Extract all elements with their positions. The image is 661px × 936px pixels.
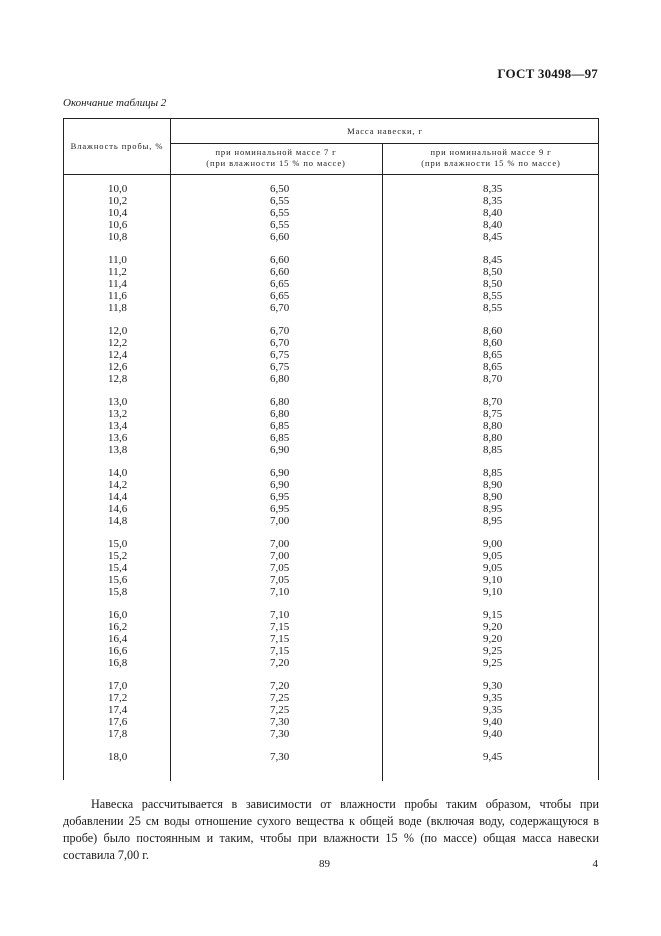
mass-9g-value: 8,85	[483, 467, 503, 479]
mass-9g-value: 8,70	[483, 396, 503, 408]
mass-9g-value: 8,90	[483, 479, 503, 491]
mass-7g-value: 6,65	[270, 278, 290, 290]
mass-7g-value: 7,30	[270, 751, 290, 763]
mass-7g-value: 6,80	[270, 408, 290, 420]
moisture-value: 14,8	[108, 515, 128, 527]
mass-9g-value: 9,10	[483, 574, 503, 586]
mass-7g-value: 6,90	[270, 444, 290, 456]
mass-7g-value: 6,85	[270, 420, 290, 432]
mass-7g-value: 6,60	[270, 231, 290, 243]
table-row	[64, 349, 598, 361]
moisture-value: 14,4	[108, 491, 128, 503]
mass-9g-value: 8,45	[483, 254, 503, 266]
mass-7g-value: 6,70	[270, 325, 290, 337]
moisture-value: 18,0	[108, 751, 128, 763]
moisture-value: 10,8	[108, 231, 128, 243]
mass-9g-value: 8,50	[483, 278, 503, 290]
moisture-value: 11,8	[108, 302, 127, 314]
table-row	[64, 361, 598, 373]
mass-group-header: Масса навески, г	[347, 126, 423, 136]
table-row-group	[64, 183, 598, 243]
table-row	[64, 444, 598, 456]
mass-7g-value: 6,85	[270, 432, 290, 444]
mass-9g-value: 9,05	[483, 550, 503, 562]
table-row	[64, 183, 598, 195]
mass-9g-value: 8,55	[483, 290, 503, 302]
table-row	[64, 538, 598, 550]
table-caption: Окончание таблицы 2	[63, 97, 167, 109]
sheet-number: 4	[592, 858, 598, 870]
mass-7g-value: 7,10	[270, 609, 290, 621]
mass-9g-header	[382, 147, 600, 169]
moisture-value: 10,4	[108, 207, 128, 219]
moisture-value: 11,0	[108, 254, 127, 266]
moisture-value: 12,2	[108, 337, 128, 349]
table-row	[64, 278, 598, 290]
table-row	[64, 633, 598, 645]
moisture-value: 16,6	[108, 645, 128, 657]
table-row	[64, 207, 598, 219]
mass-9g-value: 8,65	[483, 349, 503, 361]
mass-9g-value: 8,55	[483, 302, 503, 314]
mass-7g-value: 7,20	[270, 680, 290, 692]
table-row	[64, 515, 598, 527]
paragraph-text: Навеска рассчитывается в зависимости от влажности пробы таким образом, чтобы при добавлении 25 см воды отношение сухого вещества к общей воде (включая воду, содержащуюся в пробе) было постоянным и таким, чтобы при влажности 15 % (по массе) общая масса навески составила 7,00 г.	[63, 797, 599, 862]
table-row	[64, 325, 598, 337]
mass-9g-value: 9,35	[483, 704, 503, 716]
table-body	[64, 183, 598, 774]
mass-9g-value: 9,15	[483, 609, 503, 621]
table-row	[64, 586, 598, 598]
mass-7g-value: 7,20	[270, 657, 290, 669]
explanatory-paragraph	[63, 796, 599, 864]
mass-9g-value: 9,25	[483, 645, 503, 657]
table-row	[64, 195, 598, 207]
mass-9g-value: 8,40	[483, 207, 503, 219]
mass-7g-header-line2: (при влажности 15 % по массе)	[206, 158, 346, 168]
mass-9g-value: 9,35	[483, 692, 503, 704]
mass-7g-value: 6,95	[270, 491, 290, 503]
table-row	[64, 645, 598, 657]
mass-9g-value: 8,80	[483, 420, 503, 432]
table-row	[64, 266, 598, 278]
mass-9g-value: 9,05	[483, 562, 503, 574]
moisture-value: 12,0	[108, 325, 128, 337]
mass-9g-value: 9,00	[483, 538, 503, 550]
table-row	[64, 716, 598, 728]
table-row	[64, 373, 598, 385]
moisture-value: 15,0	[108, 538, 128, 550]
mass-7g-value: 6,60	[270, 266, 290, 278]
mass-9g-value: 8,50	[483, 266, 503, 278]
moisture-value: 14,2	[108, 479, 128, 491]
table-row	[64, 680, 598, 692]
moisture-value: 11,4	[108, 278, 127, 290]
mass-9g-value: 8,60	[483, 325, 503, 337]
mass-7g-value: 6,80	[270, 373, 290, 385]
table-row-group	[64, 254, 598, 314]
table-row-group	[64, 538, 598, 598]
mass-9g-value: 8,60	[483, 337, 503, 349]
table-row-group	[64, 751, 598, 763]
mass-7g-value: 7,15	[270, 633, 290, 645]
moisture-value: 13,4	[108, 420, 128, 432]
moisture-value: 12,4	[108, 349, 128, 361]
moisture-mass-table	[63, 118, 599, 780]
moisture-value: 16,2	[108, 621, 128, 633]
table-row-group	[64, 467, 598, 527]
mass-7g-value: 7,15	[270, 621, 290, 633]
table-row	[64, 751, 598, 763]
mass-7g-value: 6,60	[270, 254, 290, 266]
mass-7g-value: 6,65	[270, 290, 290, 302]
table-row	[64, 467, 598, 479]
table-row	[64, 432, 598, 444]
moisture-value: 16,8	[108, 657, 128, 669]
page-number: 89	[319, 858, 330, 870]
mass-7g-value: 6,95	[270, 503, 290, 515]
table-row	[64, 254, 598, 266]
mass-7g-value: 6,75	[270, 361, 290, 373]
mass-7g-value: 6,70	[270, 302, 290, 314]
mass-9g-value: 8,95	[483, 503, 503, 515]
mass-7g-value: 6,80	[270, 396, 290, 408]
table-row	[64, 503, 598, 515]
mass-7g-value: 7,30	[270, 716, 290, 728]
mass-9g-header-line2: (при влажности 15 % по массе)	[421, 158, 561, 168]
table-row-group	[64, 396, 598, 456]
mass-9g-value: 8,75	[483, 408, 503, 420]
mass-7g-header	[170, 147, 382, 169]
moisture-value: 10,2	[108, 195, 128, 207]
mass-7g-value: 7,15	[270, 645, 290, 657]
moisture-value: 12,8	[108, 373, 128, 385]
table-row	[64, 337, 598, 349]
moisture-column-header: Влажность пробы, %	[70, 141, 164, 151]
mass-7g-value: 7,30	[270, 728, 290, 740]
mass-7g-value: 7,05	[270, 574, 290, 586]
table-row	[64, 479, 598, 491]
mass-9g-value: 9,10	[483, 586, 503, 598]
moisture-value: 12,6	[108, 361, 128, 373]
mass-7g-value: 6,75	[270, 349, 290, 361]
moisture-value: 14,6	[108, 503, 128, 515]
moisture-value: 13,8	[108, 444, 128, 456]
table-row	[64, 550, 598, 562]
mass-7g-value: 7,25	[270, 692, 290, 704]
table-row	[64, 302, 598, 314]
moisture-value: 17,8	[108, 728, 128, 740]
table-row	[64, 491, 598, 503]
table-row	[64, 290, 598, 302]
mass-9g-value: 8,80	[483, 432, 503, 444]
table-row	[64, 704, 598, 716]
table-row	[64, 420, 598, 432]
table-row	[64, 728, 598, 740]
moisture-value: 15,4	[108, 562, 128, 574]
mass-7g-value: 6,55	[270, 219, 290, 231]
moisture-value: 17,4	[108, 704, 128, 716]
mass-7g-value: 6,55	[270, 195, 290, 207]
mass-9g-value: 8,95	[483, 515, 503, 527]
mass-9g-value: 8,70	[483, 373, 503, 385]
moisture-value: 11,2	[108, 266, 127, 278]
mass-9g-value: 9,25	[483, 657, 503, 669]
mass-9g-value: 8,45	[483, 231, 503, 243]
mass-7g-value: 6,55	[270, 207, 290, 219]
mass-9g-value: 9,20	[483, 633, 503, 645]
mass-9g-header-line1: при номинальной массе 9 г	[430, 147, 552, 157]
document-header-title: ГОСТ 30498—97	[497, 66, 598, 81]
header-bottom-rule	[64, 174, 598, 175]
table-row	[64, 621, 598, 633]
table-row	[64, 574, 598, 586]
table-row	[64, 692, 598, 704]
mass-7g-value: 7,00	[270, 515, 290, 527]
table-row	[64, 562, 598, 574]
moisture-value: 13,0	[108, 396, 128, 408]
moisture-value: 15,6	[108, 574, 128, 586]
mass-7g-header-line1: при номинальной массе 7 г	[215, 147, 337, 157]
mass-7g-value: 6,90	[270, 479, 290, 491]
mass-9g-value: 9,40	[483, 728, 503, 740]
mass-9g-value: 8,65	[483, 361, 503, 373]
moisture-value: 16,4	[108, 633, 128, 645]
table-row	[64, 231, 598, 243]
mass-7g-value: 7,00	[270, 550, 290, 562]
table-row	[64, 609, 598, 621]
moisture-value: 16,0	[108, 609, 128, 621]
mass-9g-value: 8,35	[483, 183, 503, 195]
table-row-group	[64, 680, 598, 740]
moisture-value: 15,8	[108, 586, 128, 598]
mass-7g-value: 7,05	[270, 562, 290, 574]
moisture-value: 10,6	[108, 219, 128, 231]
mass-7g-value: 7,25	[270, 704, 290, 716]
moisture-value: 10,0	[108, 183, 128, 195]
mass-7g-value: 7,00	[270, 538, 290, 550]
table-row-group	[64, 325, 598, 385]
table-row	[64, 396, 598, 408]
table-row-group	[64, 609, 598, 669]
mass-7g-value: 6,70	[270, 337, 290, 349]
table-row	[64, 408, 598, 420]
mass-9g-value: 8,90	[483, 491, 503, 503]
mass-9g-value: 9,30	[483, 680, 503, 692]
mass-9g-value: 8,35	[483, 195, 503, 207]
moisture-value: 17,0	[108, 680, 128, 692]
mass-7g-value: 6,50	[270, 183, 290, 195]
moisture-value: 13,2	[108, 408, 128, 420]
moisture-value: 17,2	[108, 692, 128, 704]
moisture-value: 14,0	[108, 467, 128, 479]
mass-7g-value: 7,10	[270, 586, 290, 598]
moisture-value: 15,2	[108, 550, 128, 562]
moisture-value: 13,6	[108, 432, 128, 444]
mass-9g-value: 9,20	[483, 621, 503, 633]
mass-9g-value: 9,45	[483, 751, 503, 763]
table-row	[64, 219, 598, 231]
table-row	[64, 657, 598, 669]
moisture-value: 11,6	[108, 290, 127, 302]
mass-9g-value: 8,40	[483, 219, 503, 231]
mass-9g-value: 8,85	[483, 444, 503, 456]
mass-7g-value: 6,90	[270, 467, 290, 479]
mass-9g-value: 9,40	[483, 716, 503, 728]
moisture-value: 17,6	[108, 716, 128, 728]
header-group-rule	[170, 143, 598, 144]
